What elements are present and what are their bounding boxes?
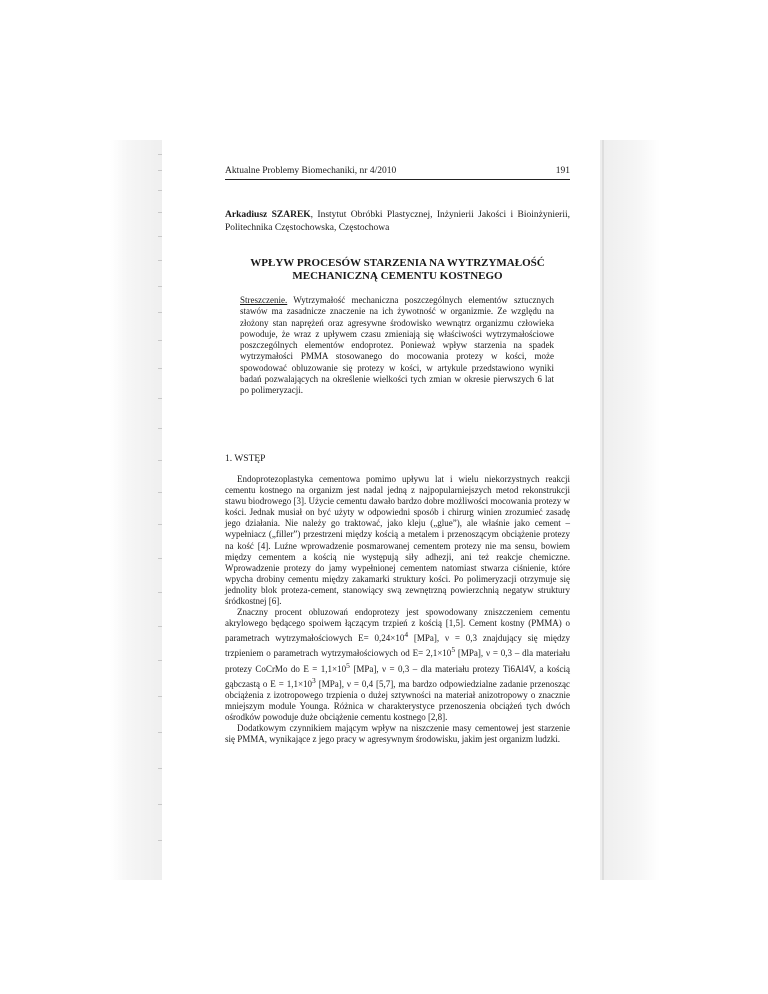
journal-name: Aktualne Problemy Biomechaniki, nr 4/2010	[225, 166, 397, 176]
paper-title	[225, 257, 570, 283]
author-name: Arkadiusz SZAREK	[225, 210, 311, 220]
running-header	[225, 165, 570, 180]
body-text	[225, 474, 570, 745]
paragraph-3: Dodatkowym czynnikiem mającym wpływ na niszczenie masy cementowej jest starzenie się PMMA, wynikające z jego pracy w agresywnym środowisku, jakim jest organizm ludzki.	[225, 722, 570, 745]
paragraph-1: Endoprotezoplastyka cementowa pomimo upływu lat i wielu niekorzystnych reakcji cementu kostnego na organizm jest nadal jedną z najpopularniejszych metod rekonstrukcji stawu biodrowego [3]. Użycie cementu dawało bardzo dobre możliwości mocowania protezy w kości. Jednak musiał on być użyty w odpowiedni sposób i chirurg winien zrozumieć zasadę jego działania. Nie należy go traktować, jako kleju („glue”), ale właśnie jako cement – wypełniacz („filler”) przestrzeni między kością a metalem i przenoszącym obciążenie protezy na kość [4]. Luźne wprowadzenie posmarowanej cementem protezy nie ma sensu, bowiem między cementem a kością nie występują siły adhezji, ani też reakcje chemiczne. Wprowadzenie protezy do jamy wypełnionej cementem natomiast stwarza ciśnienie, które wpycha drobiny cementu między zakamarki struktury kości. Po polimeryzacji otrzymuje się jednolity blok proteza-cement, stanowiący swą zewnętrzną powierzchnią negatyw struktury śródkostnej [6].	[225, 474, 570, 607]
page-edge-line	[602, 140, 604, 880]
title-line-1: WPŁYW PROCESÓW STARZENIA NA WYTRZYMAŁOŚĆ	[250, 257, 545, 269]
abstract-label: Streszczenie.	[240, 295, 288, 305]
scan-right-margin	[600, 140, 660, 880]
scan-left-margin	[110, 140, 162, 880]
title-line-2: MECHANICZNĄ CEMENTU KOSTNEGO	[292, 270, 503, 282]
paragraph-2: Znaczny procent obluzowań endoprotezy jest spowodowany zniszczeniem cementu akrylowego będącego spoiwem łączącym trzpień z kością [1,5]. Cement kostny (PMMA) o parametrach wytrzymałościowych $E= 0,24\times 10^4$ [MPa], ν = 0,3 znajdujący się między trzpieniem o parametrach wytrzymałościowych od $E= 2,1\times 10^5$ [MPa], ν = 0,3 – dla materiału protezy CoCrMo do $E = 1,1\times 10^5$ [MPa], ν = 0,3 – dla materiału protezy Ti6Al4V, a kością gąbczastą o $E = 1,1\times 10^3$ [MPa], ν = 0,4 [5,7], ma bardzo odpowiedzialne zadanie przenosząc obciążenia z izotropowego trzpienia o dużej sztywności na materiał anizotropowy o znacznie mniejszym module Younga. Różnica w charakterystyce przenoszenia obciążeń tych dwóch ośrodków powoduje duże obciążenie cementu kostnego [2,8].	[225, 607, 570, 722]
author-block	[225, 209, 570, 234]
abstract-text: Wytrzymałość mechaniczna poszczególnych elementów sztucznych stawów ma zasadnicze znaczenie na ich żywotność w organizmie. Ze względu na złożony stan naprężeń oraz agresywne środowisko wewnątrz organizmu człowieka powoduje, że wraz z upływem czasu zmieniają się właściwości wytrzymałościowe poszczególnych elementów endoprotez. Ponieważ wpływ starzenia na spadek wytrzymałości PMMA stosowanego do mocowania protezy w kości, może spowodować obluzowanie się protezy w kości, w artykule przedstawiono wyniki badań pozwalających na określenie wielkości tych zmian w okresie pierwszych 6 lat po polimeryzacji.	[240, 295, 554, 396]
section-heading: 1. WSTĘP	[225, 454, 266, 464]
page-number: 191	[555, 166, 570, 176]
abstract	[240, 295, 554, 397]
author-affiliation: , Instytut Obróbki Plastycznej, Inżynierii Jakości i Bioinżynierii, Politechnika Częstochowska, Częstochowa	[225, 210, 570, 233]
